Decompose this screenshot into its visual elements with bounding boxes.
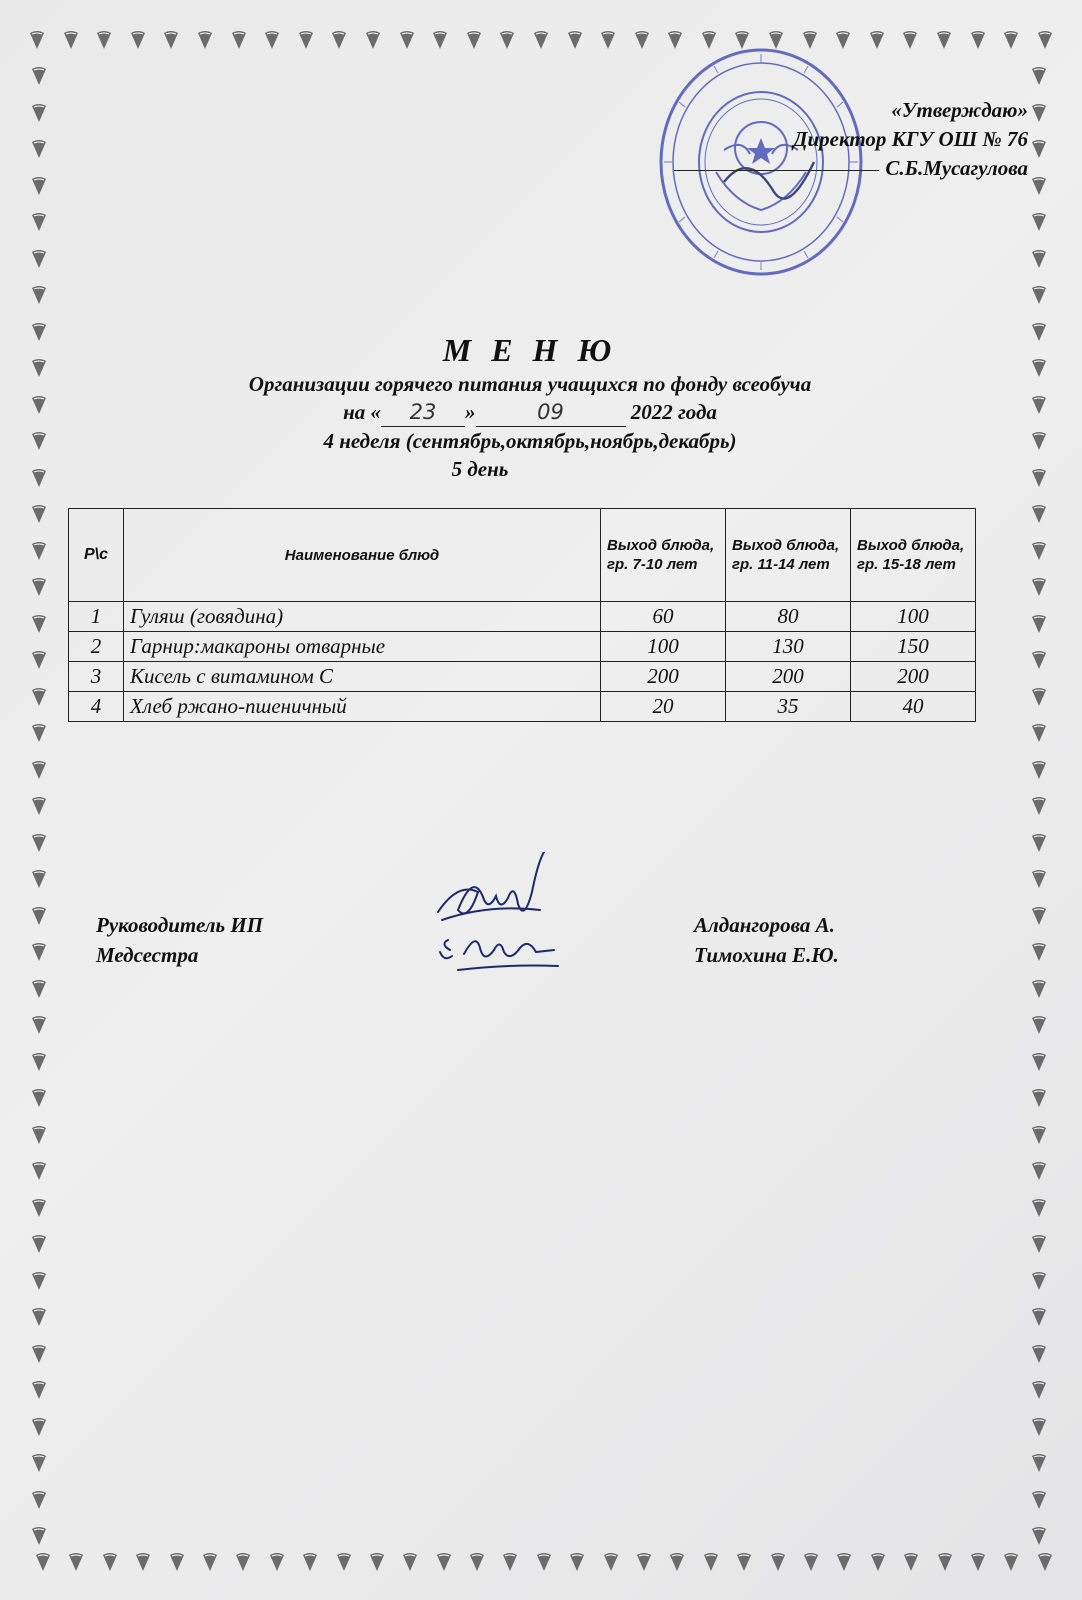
portion-11-14: 80 [726, 602, 851, 632]
role-head: Руководитель ИП [96, 913, 264, 937]
border-cone-icon [30, 249, 50, 269]
border-cone-icon [1030, 103, 1050, 123]
border-cone-icon [1002, 1552, 1020, 1574]
border-cone-icon [969, 30, 987, 52]
border-cone-icon [566, 30, 584, 52]
header-portion-11-14: Выход блюда, гр. 11-14 лет [726, 509, 851, 602]
border-cone-icon [1030, 1453, 1050, 1473]
border-cone-icon [1030, 942, 1050, 962]
border-cone-icon [30, 212, 50, 232]
border-cone-icon [1030, 176, 1050, 196]
border-cone-icon [30, 1234, 50, 1254]
portion-7-10: 60 [601, 602, 726, 632]
border-cone-icon [1030, 614, 1050, 634]
border-cone-icon [30, 1052, 50, 1072]
border-cone-icon [30, 942, 50, 962]
date-month: 09 [476, 398, 626, 427]
name-head: Алдангорова А. [694, 913, 835, 937]
border-cone-icon [30, 468, 50, 488]
border-cone-icon [465, 30, 483, 52]
border-cone-icon [435, 1552, 453, 1574]
border-cone-icon [1030, 468, 1050, 488]
border-cone-icon [936, 1552, 954, 1574]
border-cone-icon [30, 431, 50, 451]
border-cone-icon [802, 1552, 820, 1574]
border-cone-icon [431, 30, 449, 52]
border-cone-icon [501, 1552, 519, 1574]
border-cone-icon [1030, 322, 1050, 342]
border-cone-icon [30, 504, 50, 524]
border-cone-icon [67, 1552, 85, 1574]
border-cone-icon [301, 1552, 319, 1574]
approval-block [674, 96, 1028, 183]
border-cone-icon [1030, 249, 1050, 269]
border-cone-icon [668, 1552, 686, 1574]
border-cone-icon [30, 1198, 50, 1218]
border-cone-icon [568, 1552, 586, 1574]
border-cone-icon [1030, 541, 1050, 561]
border-cone-icon [30, 1417, 50, 1437]
border-cone-icon [30, 1015, 50, 1035]
border-cone-icon [1030, 395, 1050, 415]
border-cone-icon [297, 30, 315, 52]
portion-11-14: 35 [726, 692, 851, 722]
date-day: 23 [381, 398, 465, 427]
border-cone-icon [901, 30, 919, 52]
date-prefix: на « [343, 400, 381, 424]
dish-name: Кисель с витамином С [124, 662, 601, 692]
border-cone-icon [1030, 1307, 1050, 1327]
border-cone-icon [1030, 212, 1050, 232]
border-cone-icon [1030, 1125, 1050, 1145]
menu-subtitle: Организации горячего питания учащихся по фонду всеобуча [248, 372, 812, 396]
portion-15-18: 100 [851, 602, 976, 632]
menu-table [68, 508, 976, 722]
left-border [30, 66, 50, 1546]
border-cone-icon [368, 1552, 386, 1574]
header-portion-15-18: Выход блюда, гр. 15-18 лет [851, 509, 976, 602]
border-cone-icon [869, 1552, 887, 1574]
border-cone-icon [30, 139, 50, 159]
row-number: 4 [69, 692, 124, 722]
border-cone-icon [335, 1552, 353, 1574]
border-cone-icon [168, 1552, 186, 1574]
page-title: М Е Н Ю [442, 332, 618, 368]
border-cone-icon [30, 1344, 50, 1364]
border-cone-icon [30, 796, 50, 816]
border-cone-icon [234, 1552, 252, 1574]
border-cone-icon [1030, 1234, 1050, 1254]
approval-position: Директор КГУ ОШ № 76 [793, 127, 1028, 151]
border-cone-icon [30, 1453, 50, 1473]
border-cone-icon [30, 1125, 50, 1145]
border-cone-icon [1030, 979, 1050, 999]
border-cone-icon [635, 1552, 653, 1574]
border-cone-icon [62, 30, 80, 52]
table-row [69, 692, 976, 722]
border-cone-icon [95, 30, 113, 52]
portion-15-18: 150 [851, 632, 976, 662]
menu-heading [150, 330, 910, 483]
border-cone-icon [1036, 1552, 1054, 1574]
border-cone-icon [1030, 66, 1050, 86]
border-cone-icon [1030, 1015, 1050, 1035]
border-cone-icon [935, 30, 953, 52]
border-cone-icon [30, 687, 50, 707]
border-cone-icon [468, 1552, 486, 1574]
border-cone-icon [268, 1552, 286, 1574]
border-cone-icon [1030, 833, 1050, 853]
border-cone-icon [1030, 139, 1050, 159]
date-year: 2022 года [630, 400, 717, 424]
portion-11-14: 200 [726, 662, 851, 692]
portion-7-10: 100 [601, 632, 726, 662]
border-cone-icon [30, 760, 50, 780]
border-cone-icon [28, 30, 46, 52]
handwritten-signature [428, 852, 568, 982]
menu-day: 5 день [451, 457, 509, 481]
border-cone-icon [30, 723, 50, 743]
border-cone-icon [196, 30, 214, 52]
border-cone-icon [1030, 1088, 1050, 1108]
table-row [69, 662, 976, 692]
border-cone-icon [633, 30, 651, 52]
border-cone-icon [30, 1271, 50, 1291]
portion-7-10: 20 [601, 692, 726, 722]
border-cone-icon [835, 1552, 853, 1574]
border-cone-icon [1030, 1490, 1050, 1510]
menu-date [150, 398, 910, 427]
border-cone-icon [30, 1088, 50, 1108]
dish-name: Гуляш (говядина) [124, 602, 601, 632]
menu-week: 4 неделя (сентябрь,октябрь,ноябрь,декабрь) [323, 429, 737, 453]
approval-name: С.Б.Мусагулова [885, 156, 1028, 180]
border-cone-icon [30, 614, 50, 634]
border-cone-icon [30, 1307, 50, 1327]
border-cone-icon [30, 285, 50, 305]
table-row [69, 632, 976, 662]
border-cone-icon [30, 395, 50, 415]
date-mid: » [465, 400, 476, 424]
border-cone-icon [129, 30, 147, 52]
border-cone-icon [1030, 1344, 1050, 1364]
border-cone-icon [535, 1552, 553, 1574]
header-number: Р\с [69, 509, 124, 602]
border-cone-icon [30, 358, 50, 378]
border-cone-icon [1030, 1052, 1050, 1072]
dish-name: Гарнир:макароны отварные [124, 632, 601, 662]
table-row [69, 602, 976, 632]
top-border [28, 30, 1054, 52]
border-cone-icon [1036, 30, 1054, 52]
border-cone-icon [769, 1552, 787, 1574]
bottom-border [34, 1552, 1054, 1574]
approval-title: «Утверждаю» [891, 98, 1028, 122]
approval-signature-line [674, 169, 879, 171]
border-cone-icon [1002, 30, 1020, 52]
border-cone-icon [969, 1552, 987, 1574]
signer-roles [96, 910, 263, 970]
right-border [1030, 66, 1050, 1546]
row-number: 3 [69, 662, 124, 692]
portion-15-18: 40 [851, 692, 976, 722]
role-nurse: Медсестра [96, 943, 199, 967]
row-number: 2 [69, 632, 124, 662]
portion-11-14: 130 [726, 632, 851, 662]
header-dish-name: Наименование блюд [124, 509, 601, 602]
border-cone-icon [1030, 869, 1050, 889]
border-cone-icon [30, 1490, 50, 1510]
border-cone-icon [1030, 285, 1050, 305]
border-cone-icon [30, 979, 50, 999]
border-cone-icon [1030, 1271, 1050, 1291]
border-cone-icon [398, 30, 416, 52]
border-cone-icon [1030, 1161, 1050, 1181]
border-cone-icon [230, 30, 248, 52]
border-cone-icon [602, 1552, 620, 1574]
border-cone-icon [30, 1526, 50, 1546]
border-cone-icon [532, 30, 550, 52]
border-cone-icon [1030, 1417, 1050, 1437]
border-cone-icon [30, 869, 50, 889]
dish-name: Хлеб ржано-пшеничный [124, 692, 601, 722]
border-cone-icon [30, 906, 50, 926]
approval-signatory [674, 154, 1028, 183]
border-cone-icon [30, 833, 50, 853]
border-cone-icon [1030, 723, 1050, 743]
border-cone-icon [1030, 1526, 1050, 1546]
border-cone-icon [401, 1552, 419, 1574]
border-cone-icon [1030, 1198, 1050, 1218]
border-cone-icon [1030, 760, 1050, 780]
border-cone-icon [599, 30, 617, 52]
signer-names [694, 910, 839, 970]
table-header-row [69, 509, 976, 602]
border-cone-icon [330, 30, 348, 52]
border-cone-icon [34, 1552, 52, 1574]
border-cone-icon [1030, 504, 1050, 524]
border-cone-icon [30, 1161, 50, 1181]
row-number: 1 [69, 602, 124, 632]
border-cone-icon [1030, 687, 1050, 707]
border-cone-icon [364, 30, 382, 52]
border-cone-icon [263, 30, 281, 52]
border-cone-icon [1030, 577, 1050, 597]
portion-7-10: 200 [601, 662, 726, 692]
border-cone-icon [868, 30, 886, 52]
border-cone-icon [30, 577, 50, 597]
border-cone-icon [702, 1552, 720, 1574]
border-cone-icon [1030, 358, 1050, 378]
header-portion-7-10: Выход блюда, гр. 7-10 лет [601, 509, 726, 602]
border-cone-icon [498, 30, 516, 52]
portion-15-18: 200 [851, 662, 976, 692]
border-cone-icon [1030, 431, 1050, 451]
border-cone-icon [30, 322, 50, 342]
border-cone-icon [134, 1552, 152, 1574]
border-cone-icon [30, 66, 50, 86]
border-cone-icon [902, 1552, 920, 1574]
border-cone-icon [1030, 796, 1050, 816]
border-cone-icon [1030, 650, 1050, 670]
border-cone-icon [30, 1380, 50, 1400]
border-cone-icon [1030, 906, 1050, 926]
border-cone-icon [30, 650, 50, 670]
border-cone-icon [101, 1552, 119, 1574]
border-cone-icon [735, 1552, 753, 1574]
border-cone-icon [1030, 1380, 1050, 1400]
name-nurse: Тимохина Е.Ю. [694, 943, 839, 967]
border-cone-icon [30, 541, 50, 561]
border-cone-icon [162, 30, 180, 52]
border-cone-icon [30, 176, 50, 196]
border-cone-icon [30, 103, 50, 123]
border-cone-icon [201, 1552, 219, 1574]
